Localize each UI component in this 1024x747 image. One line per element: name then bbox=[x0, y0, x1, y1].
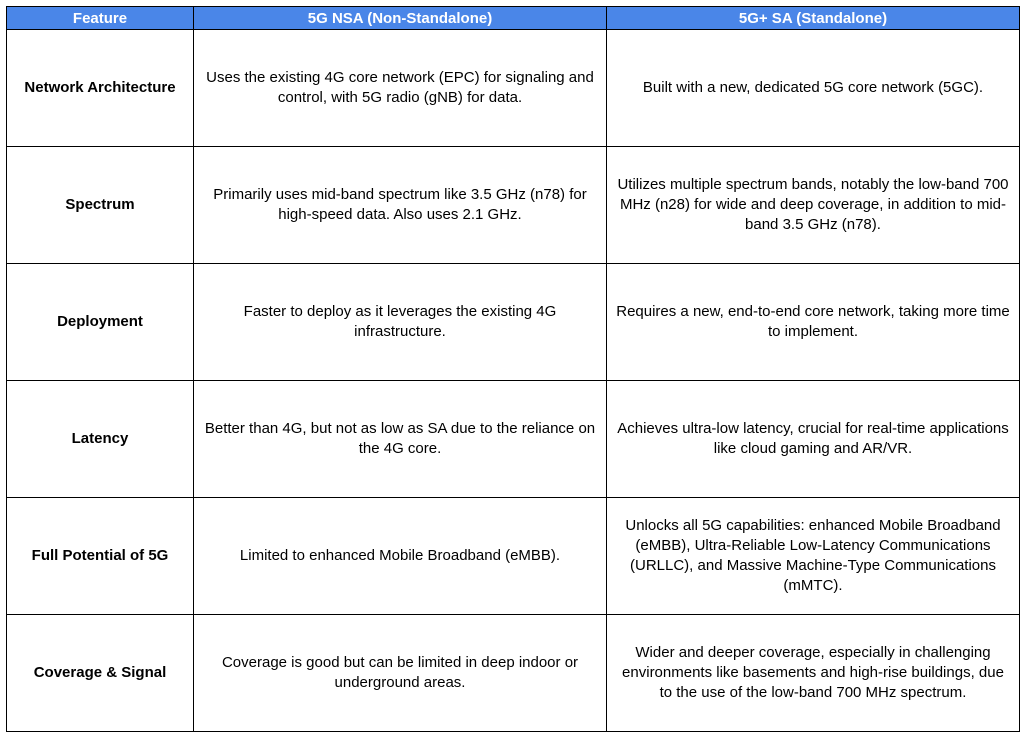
table-row bbox=[7, 381, 1020, 498]
sa-cell: Wider and deeper coverage, especially in challenging environments like basements and high-rise buildings, due to the use of the low-band 700 MHz spectrum. bbox=[607, 615, 1020, 732]
table-row bbox=[7, 30, 1020, 147]
table-row bbox=[7, 615, 1020, 732]
nsa-cell: Limited to enhanced Mobile Broadband (eMBB). bbox=[194, 498, 607, 615]
feature-cell: Coverage & Signal bbox=[7, 615, 194, 732]
sa-cell: Requires a new, end-to-end core network, taking more time to implement. bbox=[607, 264, 1020, 381]
header-row bbox=[7, 7, 1020, 30]
table-row bbox=[7, 498, 1020, 615]
feature-cell: Deployment bbox=[7, 264, 194, 381]
nsa-cell: Coverage is good but can be limited in deep indoor or underground areas. bbox=[194, 615, 607, 732]
table-row bbox=[7, 147, 1020, 264]
feature-cell: Latency bbox=[7, 381, 194, 498]
feature-cell: Full Potential of 5G bbox=[7, 498, 194, 615]
feature-cell: Network Architecture bbox=[7, 30, 194, 147]
feature-cell: Spectrum bbox=[7, 147, 194, 264]
header-5g-nsa: 5G NSA (Non-Standalone) bbox=[194, 7, 607, 30]
sa-cell: Achieves ultra-low latency, crucial for real-time applications like cloud gaming and AR/VR. bbox=[607, 381, 1020, 498]
sa-cell: Built with a new, dedicated 5G core network (5GC). bbox=[607, 30, 1020, 147]
header-feature: Feature bbox=[7, 7, 194, 30]
comparison-table bbox=[6, 6, 1020, 732]
nsa-cell: Uses the existing 4G core network (EPC) for signaling and control, with 5G radio (gNB) for data. bbox=[194, 30, 607, 147]
nsa-cell: Primarily uses mid-band spectrum like 3.5 GHz (n78) for high-speed data. Also uses 2.1 GHz. bbox=[194, 147, 607, 264]
nsa-cell: Better than 4G, but not as low as SA due to the reliance on the 4G core. bbox=[194, 381, 607, 498]
table-row bbox=[7, 264, 1020, 381]
sa-cell: Unlocks all 5G capabilities: enhanced Mobile Broadband (eMBB), Ultra-Reliable Low-Latency Communications (URLLC), and Massive Machine-Type Communications (mMTC). bbox=[607, 498, 1020, 615]
sa-cell: Utilizes multiple spectrum bands, notably the low-band 700 MHz (n28) for wide and deep coverage, in addition to mid-band 3.5 GHz (n78). bbox=[607, 147, 1020, 264]
nsa-cell: Faster to deploy as it leverages the existing 4G infrastructure. bbox=[194, 264, 607, 381]
header-5g-sa: 5G+ SA (Standalone) bbox=[607, 7, 1020, 30]
